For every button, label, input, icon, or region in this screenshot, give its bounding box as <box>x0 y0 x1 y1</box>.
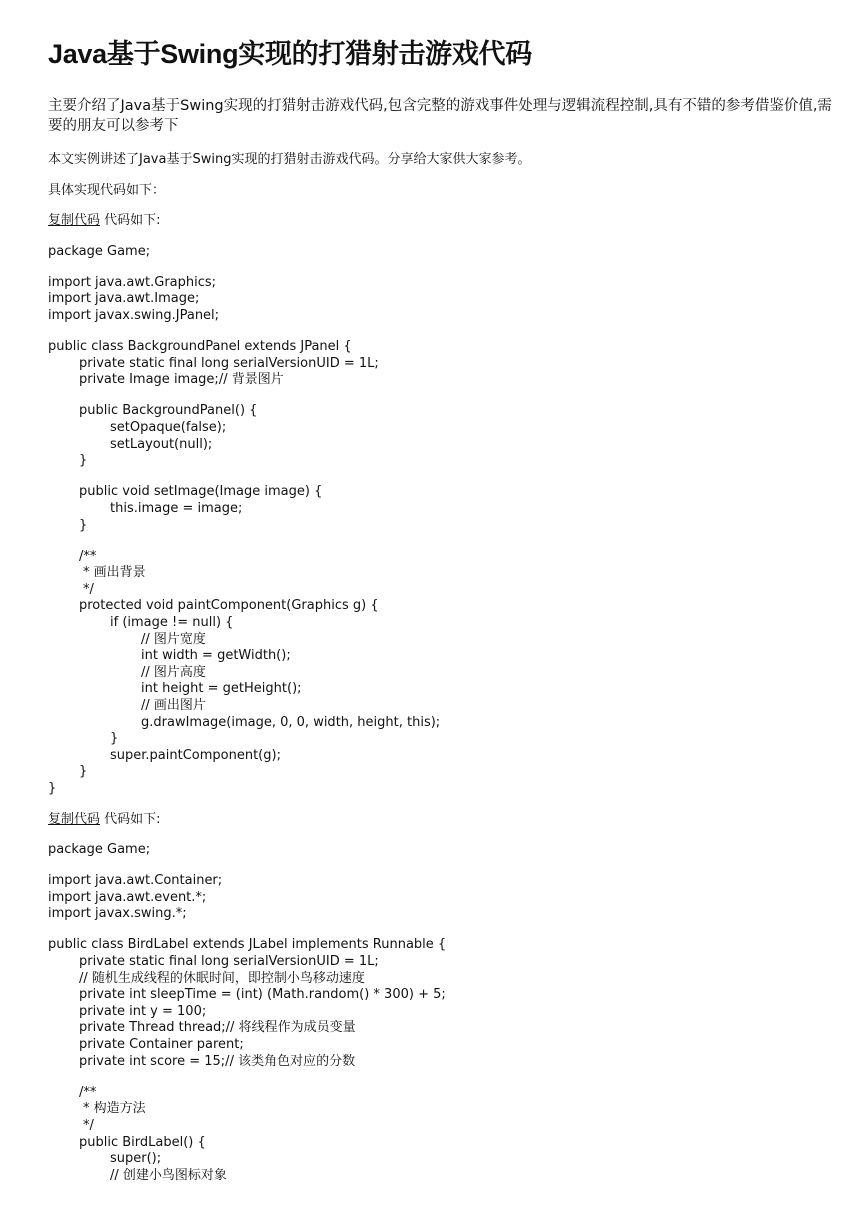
code-line: } <box>110 731 119 747</box>
code-line: g.drawImage(image, 0, 0, width, height, this); <box>141 714 441 730</box>
copy-code-suffix: 代码如下: <box>100 213 161 229</box>
code-line: import javax.swing.*; <box>48 906 187 922</box>
code-line: public BackgroundPanel() { <box>79 403 258 419</box>
code-line: } <box>48 780 57 796</box>
code-line: int height = getHeight(); <box>141 681 302 697</box>
copy-code-suffix: 代码如下: <box>100 811 161 827</box>
code-line: private int score = 15;// 该类角色对应的分数 <box>79 1053 356 1069</box>
code-line: private int sleepTime = (int) (Math.random() * 300) + 5; <box>79 987 446 1003</box>
code-line: import java.awt.Graphics; <box>48 274 217 290</box>
code-line: this.image = image; <box>110 500 243 516</box>
code-line: // 图片宽度 <box>141 631 206 647</box>
code-line: import java.awt.event.*; <box>48 889 207 905</box>
code-line: } <box>79 764 88 780</box>
code-line: // 画出图片 <box>141 697 206 713</box>
code-line: import java.awt.Container; <box>48 873 223 889</box>
code-line: private Image image;// 背景图片 <box>79 372 284 388</box>
code-line: * 画出背景 <box>83 565 146 581</box>
code-line: import javax.swing.JPanel; <box>48 308 220 324</box>
code-line: private static final long serialVersionUID = 1L; <box>79 954 379 970</box>
code-line: public class BackgroundPanel extends JPanel { <box>48 339 352 355</box>
copy-code-link[interactable]: 复制代码 <box>48 811 101 827</box>
code-line: private Container parent; <box>79 1037 244 1053</box>
copy-code-link[interactable]: 复制代码 <box>48 213 101 229</box>
article <box>48 36 838 1184</box>
code-line: /** <box>79 1084 97 1100</box>
copy-code-row-1 <box>48 213 838 230</box>
code-line: * 构造方法 <box>83 1101 146 1117</box>
copy-code-row-2 <box>48 812 838 829</box>
intro-paragraph: 本文实例讲述了Java基于Swing实现的打猎射击游戏代码。分享给大家供大家参考。 <box>48 152 531 167</box>
code-line: private static final long serialVersionUID = 1L; <box>79 355 379 371</box>
code-line: protected void paintComponent(Graphics g) { <box>79 598 379 614</box>
code-line: super(); <box>110 1151 162 1167</box>
page-title: Java基于Swing实现的打猎射击游戏代码 <box>48 39 532 69</box>
code-line: public void setImage(Image image) { <box>79 484 323 500</box>
code-line: int width = getWidth(); <box>141 648 291 664</box>
code-line: setOpaque(false); <box>110 420 227 436</box>
code-line: package Game; <box>48 842 151 858</box>
code-line: private int y = 100; <box>79 1003 207 1019</box>
code-line: } <box>79 453 88 469</box>
code-line: private Thread thread;// 将线程作为成员变量 <box>79 1020 356 1036</box>
code-line: package Game; <box>48 243 151 259</box>
code-line: super.paintComponent(g); <box>110 747 281 763</box>
code-line: // 图片高度 <box>141 664 206 680</box>
code-line: // 创建小鸟图标对象 <box>110 1167 227 1183</box>
code-line: // 随机生成线程的休眠时间，即控制小鸟移动速度 <box>79 970 365 986</box>
code-line: if (image != null) { <box>110 614 234 630</box>
code-block-bird-label <box>48 842 838 1184</box>
code-line: */ <box>83 1117 94 1133</box>
code-line: import java.awt.Image; <box>48 291 200 307</box>
code-block-background-panel <box>48 244 838 798</box>
code-line: setLayout(null); <box>110 436 213 452</box>
code-line: /** <box>79 548 97 564</box>
code-line: public BirdLabel() { <box>79 1134 206 1150</box>
code-line: */ <box>83 581 94 597</box>
article-summary: 主要介绍了Java基于Swing实现的打猎射击游戏代码,包含完整的游戏事件处理与逻辑流程控制,具有不错的参考借鉴价值,需要的朋友可以参考下 <box>48 98 832 134</box>
code-line: public class BirdLabel extends JLabel implements Runnable { <box>48 937 447 953</box>
intro-paragraph-2: 具体实现代码如下： <box>48 182 166 198</box>
code-line: } <box>79 517 88 533</box>
